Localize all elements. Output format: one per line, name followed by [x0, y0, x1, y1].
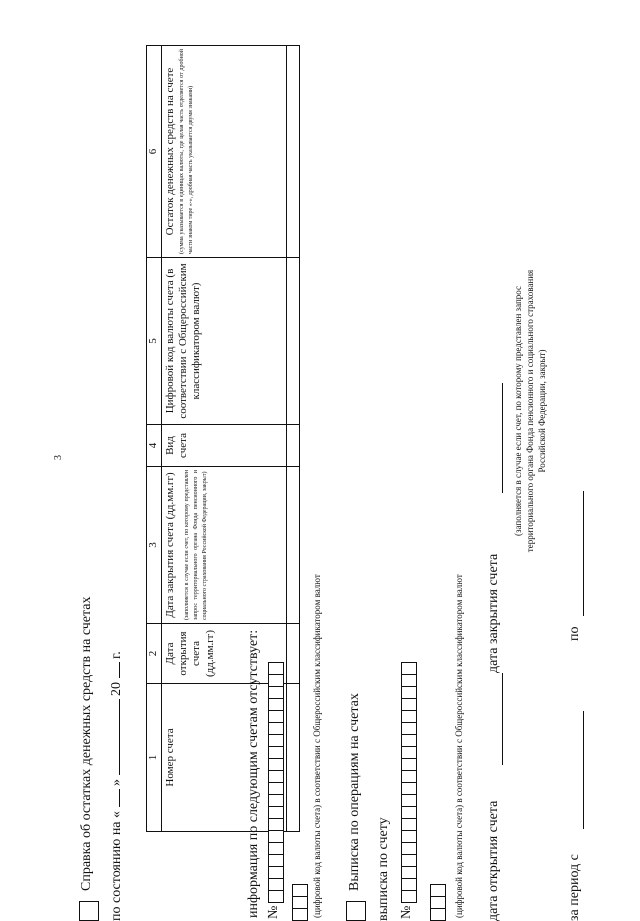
year-prefix: 20: [109, 681, 124, 696]
statement-no-sign: №: [399, 905, 414, 919]
date-day-blank[interactable]: [119, 789, 120, 807]
statement-currency-cells[interactable]: [430, 885, 446, 921]
statement-currency-note: (цифровой код валюты счета) в соответствии с Общероссийским классификатором валют: [454, 574, 464, 918]
table-cell[interactable]: [287, 684, 300, 832]
account-number-cells[interactable]: [268, 663, 284, 903]
period-to-blank[interactable]: [583, 491, 584, 616]
col-number: 5: [147, 258, 162, 425]
page-number: 3: [53, 455, 64, 460]
table-cell[interactable]: [287, 46, 300, 258]
year-suffix: г.: [109, 651, 124, 659]
statement-subtitle: выписка по счету: [376, 817, 391, 921]
year-blank[interactable]: [119, 662, 120, 678]
header-account-number: Номер счета: [162, 684, 287, 832]
statement-checkbox[interactable]: [346, 901, 366, 921]
period-from-label: за период с: [567, 854, 582, 921]
header-close-date-note: (заполняется в случае если счет, по которому представлен запрос территориального органа Фонда пенсионного и социального страхования Российской Федерации, закрыт): [184, 470, 208, 620]
statement-account-cells[interactable]: [401, 663, 417, 903]
header-currency-code: Цифровой код валюты счета (в соответствии с Общероссийским классификатором валют): [162, 258, 287, 425]
header-close-date: [162, 467, 287, 624]
date-mid: »: [109, 778, 124, 786]
col-number: 4: [147, 425, 162, 467]
close-date-label: дата закрытия счета: [486, 553, 501, 673]
date-line: [109, 651, 125, 921]
table-cell[interactable]: [287, 624, 300, 684]
header-close-date-title: Дата закрытия счета (дд.мм.гг): [164, 472, 176, 618]
header-balance-title: Остаток денежных средств на счете: [164, 67, 176, 236]
table-row: [287, 46, 300, 832]
col-number: 6: [147, 46, 162, 258]
date-month-blank[interactable]: [119, 699, 120, 775]
period-from-blank[interactable]: [583, 711, 584, 829]
table-cell[interactable]: [287, 425, 300, 467]
close-date-note: (заполняется в случае если счет, по которому представлен запрос территориального органа Фонда пенсионного и социального страхования Российской Федерации, закрыт): [513, 269, 548, 553]
period-to-label: по: [567, 626, 582, 641]
currency-note: (цифровой код валюты счета) в соответствии с Общероссийским классификатором валют: [312, 574, 322, 918]
open-date-label: дата открытия счета: [486, 800, 501, 921]
header-balance-note: (сумма указывается в единицах валюты, где целая часть отделяется от дробной части знаком тире «-», дробная часть указывается двумя знаками): [179, 49, 194, 254]
col-number: 1: [147, 684, 162, 832]
absent-info-label: информация по следующим счетам отсутствует:: [246, 629, 261, 918]
header-open-date: Дата открытия счета (дд.мм.гг): [162, 624, 287, 684]
header-balance: [162, 46, 287, 258]
balances-checkbox[interactable]: [79, 901, 99, 921]
open-date-blank[interactable]: [502, 673, 503, 765]
close-date-blank[interactable]: [502, 383, 503, 493]
table-cell[interactable]: [287, 467, 300, 624]
col-number: 3: [147, 467, 162, 624]
date-prefix: по состоянию на «: [109, 810, 124, 921]
statement-title: Выписка по операциям на счетах: [347, 693, 362, 891]
col-number: 2: [147, 624, 162, 684]
balances-title: Справка об остатках денежных средств на счетах: [79, 596, 94, 891]
account-no-sign: №: [266, 905, 281, 919]
currency-code-cells[interactable]: [292, 885, 308, 921]
table-cell[interactable]: [287, 258, 300, 425]
table-number-row: [147, 46, 162, 832]
header-account-type: Вид счета: [162, 425, 287, 467]
